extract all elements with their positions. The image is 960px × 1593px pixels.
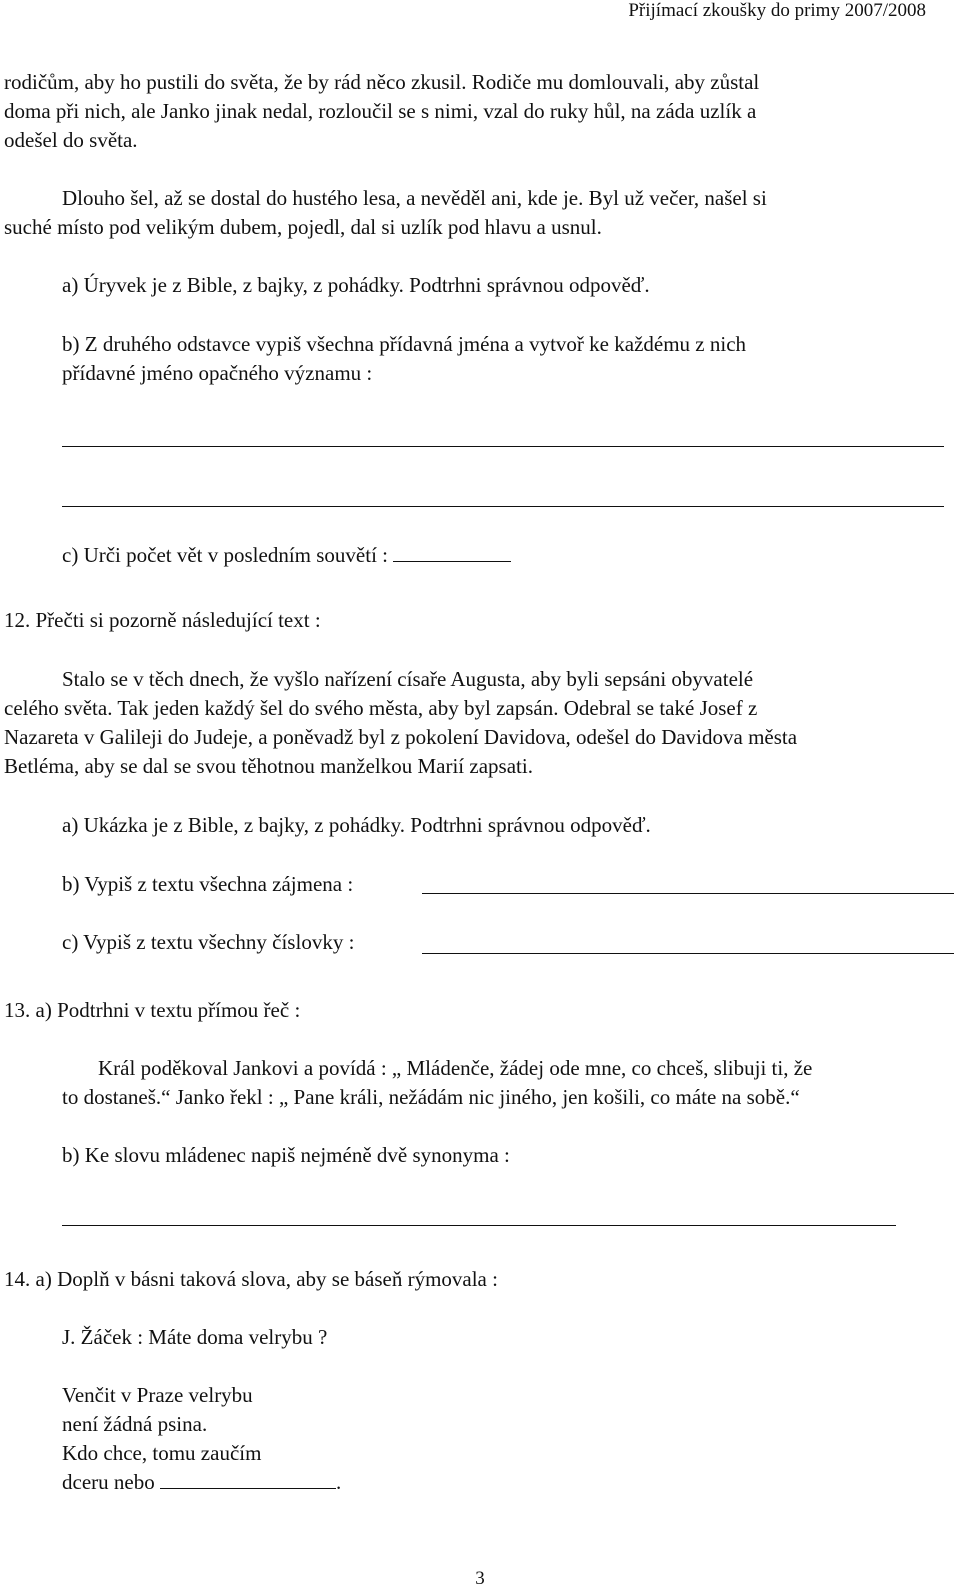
page-number: 3 <box>475 1568 485 1589</box>
page-header <box>0 0 960 25</box>
poem-title: J. Žáček : Máte doma velrybu ? <box>62 1325 328 1349</box>
passage-line: suché místo pod velikým dubem, pojedl, dal si uzlík pod hlavu a usnul. <box>4 215 602 239</box>
answer-line[interactable] <box>62 506 944 507</box>
passage-line: rodičům, aby ho pustili do světa, že by rád něco zkusil. Rodiče mu domlouvali, aby zůstal <box>4 70 760 94</box>
answer-blank[interactable] <box>160 1470 336 1489</box>
poem-verse: Kdo chce, tomu zaučím <box>62 1441 262 1465</box>
q11-task-b-line1: b) Z druhého odstavce vypiš všechna přídavná jména a vytvoř ke každému z nich <box>62 332 747 356</box>
passage-line: odešel do světa. <box>4 128 138 152</box>
passage-line: doma při nich, ale Janko jinak nedal, rozloučil se s nimi, vzal do ruky hůl, na záda uzlík a <box>4 99 757 123</box>
passage-line: celého světa. Tak jeden každý šel do svého města, aby byl zapsán. Odebral se také Josef z <box>4 696 758 720</box>
answer-line[interactable] <box>62 446 944 447</box>
q11-task-a: a) Úryvek je z Bible, z bajky, z pohádky. Podtrhni správnou odpověď. <box>62 273 650 297</box>
poem-verse: dceru nebo <box>62 1470 155 1494</box>
q12-heading: 12. Přečti si pozorně následující text : <box>4 608 321 632</box>
answer-line[interactable] <box>422 953 954 954</box>
q13-heading: 13. a) Podtrhni v textu přímou řeč : <box>4 998 301 1022</box>
answer-line[interactable] <box>62 1225 896 1226</box>
poem-verse: není žádná psina. <box>62 1412 208 1436</box>
q12-task-a: a) Ukázka je z Bible, z bajky, z pohádky. Podtrhni správnou odpověď. <box>62 813 651 837</box>
q14-heading: 14. a) Doplň v básni taková slova, aby se báseň rýmovala : <box>4 1267 498 1291</box>
passage-line: Stalo se v těch dnech, že vyšlo nařízení císaře Augusta, aby byli sepsáni obyvatelé <box>62 667 754 691</box>
passage-line: Dlouho šel, až se dostal do hustého lesa, a nevěděl ani, kde je. Byl už večer, našel si <box>62 186 767 210</box>
q12-task-b-label: b) Vypiš z textu všechna zájmena : <box>62 872 354 896</box>
passage-line: Betléma, aby se dal se svou těhotnou manželkou Marií zapsati. <box>4 754 533 778</box>
q11-task-b-line2: přídavné jméno opačného významu : <box>62 361 373 385</box>
q11-task-c <box>62 541 511 569</box>
answer-blank[interactable] <box>393 543 511 562</box>
passage-line: to dostaneš.“ Janko řekl : „ Pane králi, nežádám nic jiného, jen košili, co máte na sobě.“ <box>62 1085 800 1109</box>
passage-line: Král poděkoval Jankovi a povídá : „ Mládenče, žádej ode mne, co chceš, slibuji ti, že <box>98 1056 813 1080</box>
answer-line[interactable] <box>422 893 954 894</box>
header-title: Přijímací zkoušky do primy 2007/2008 <box>628 0 926 21</box>
q13-task-b: b) Ke slovu mládenec napiš nejméně dvě synonyma : <box>62 1143 510 1167</box>
poem-verse: Venčit v Praze velrybu <box>62 1383 253 1407</box>
q11-task-c-label: c) Urči počet vět v posledním souvětí : <box>62 543 389 567</box>
poem-verse-last <box>62 1468 341 1496</box>
poem-verse-end: . <box>335 1470 342 1494</box>
q12-task-c-label: c) Vypiš z textu všechny číslovky : <box>62 930 355 954</box>
passage-line: Nazareta v Galileji do Judeje, a poněvadž byl z pokolení Davidova, odešel do Davidova města <box>4 725 798 749</box>
